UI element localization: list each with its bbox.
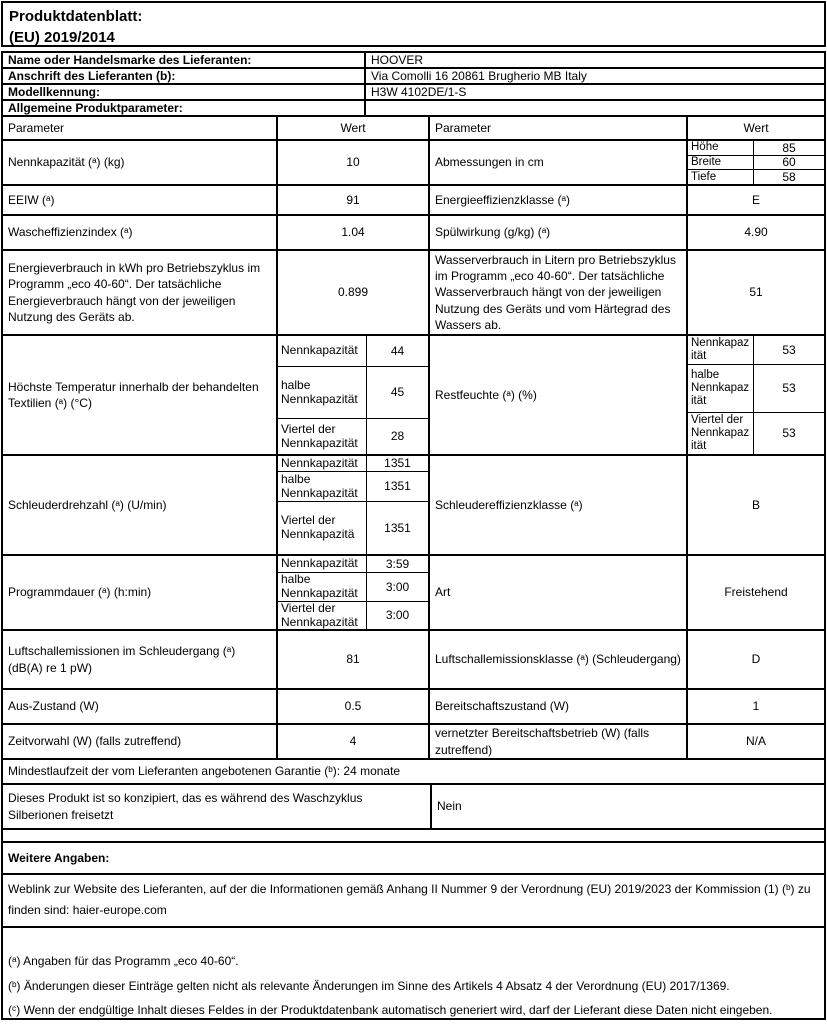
duration-label: Programmdauer (ᵃ) (h:min) (8, 585, 152, 600)
moisture-quarter-label: Viertel der Nennkapazität (691, 413, 750, 453)
moisture-rated-value: 53 (753, 336, 824, 364)
max-temp-subtable (276, 336, 428, 454)
datasheet-table (1, 51, 826, 1020)
moisture-subtable (686, 336, 824, 454)
noise-row (3, 631, 824, 690)
off-mode-value: 0.5 (276, 690, 428, 723)
eeiw-row (3, 186, 824, 216)
dimension-width-label: Breite (691, 155, 722, 168)
spin-class-label: Schleudereffizienzklasse (ᵃ) (428, 456, 686, 554)
capacity-value: 10 (276, 141, 428, 184)
off-mode-label: Aus-Zustand (W) (8, 699, 99, 714)
duration-half-value: 3:00 (366, 573, 428, 601)
spin-rated-row (278, 456, 428, 472)
supplier-name-value: HOOVER (364, 53, 824, 67)
spacer-row (3, 830, 824, 843)
noise-class-value: D (686, 631, 824, 688)
moisture-rated-row (688, 336, 824, 365)
capacity-dimensions-row (3, 141, 824, 186)
header-parameter-left: Parameter (8, 120, 65, 135)
duration-rated-row (278, 556, 428, 573)
water-consumption-value: 51 (686, 251, 824, 334)
duration-half-label: halbe Nennkapazität (281, 573, 358, 600)
capacity-label: Nennkapazität (ᵃ) (kg) (8, 155, 125, 170)
moisture-half-value: 53 (753, 365, 824, 412)
energy-class-value: E (686, 186, 824, 214)
more-info-heading: Weitere Angaben: (8, 850, 110, 865)
networked-standby-label: vernetzter Bereitschaftsbetrieb (W) (falls zutreffend) (428, 725, 686, 758)
off-mode-row (3, 690, 824, 725)
spin-class-value: B (686, 456, 824, 554)
document-title-line1: Produktdatenblatt: (9, 8, 143, 25)
type-label: Art (428, 556, 686, 629)
dimension-height-row (688, 141, 824, 156)
spin-half-value: 1351 (366, 472, 428, 501)
general-parameters-label: Allgemeine Produktparameter: (8, 101, 183, 115)
water-consumption-label: Wasserverbrauch in Litern pro Betriebszyklus im Programm „eco 40-60“. Der tatsächliche Wasserverbrauch hängt von der jeweiligen Nutzung des Geräts und vom Härtegrad des Wassers ab. (428, 251, 686, 334)
temperature-moisture-row (3, 336, 824, 456)
spin-quarter-label: Viertel der Nennkapazitä (281, 513, 355, 541)
max-temp-quarter-value: 28 (366, 419, 428, 454)
warranty-row (3, 760, 824, 785)
general-parameters-row (3, 101, 824, 117)
moisture-quarter-value: 53 (753, 413, 824, 454)
spin-rated-value: 1351 (366, 456, 428, 471)
wash-index-row (3, 216, 824, 251)
dimensions-label: Abmessungen in cm (428, 141, 686, 184)
delay-start-value: 4 (276, 725, 428, 758)
duration-row (3, 556, 824, 631)
warranty-text: Mindestlaufzeit der vom Lieferanten angebotenen Garantie (ᵇ): 24 monate (8, 764, 401, 779)
max-temp-rated-value: 44 (366, 336, 428, 366)
eeiw-value: 91 (276, 186, 428, 214)
dimension-depth-row (688, 170, 824, 184)
dimension-height-label: Höhe (691, 141, 719, 154)
header-wert-left: Wert (276, 117, 428, 139)
supplier-name-label: Name oder Handelsmarke des Lieferanten: (8, 53, 252, 67)
duration-rated-value: 3:59 (366, 556, 428, 572)
networked-standby-value: N/A (686, 725, 824, 758)
duration-quarter-label: Viertel der Nennkapazität (281, 602, 358, 629)
footnote-a: (ᵃ) Angaben für das Programm „eco 40-60“. (8, 954, 239, 968)
dimensions-subtable (686, 141, 824, 184)
supplier-address-value: Via Comolli 16 20861 Brugherio MB Italy (364, 69, 824, 83)
spin-row (3, 456, 824, 556)
eeiw-label: EEIW (ᵃ) (8, 192, 55, 207)
header-parameter-right: Parameter (428, 117, 686, 139)
noise-label: Luftschallemissionen im Schleudergang (ᵃ) (dB(A) re 1 pW) (8, 644, 236, 675)
document-title-line2: (EU) 2019/2014 (9, 29, 115, 46)
duration-quarter-row (278, 602, 428, 629)
weblink-text: Weblink zur Website des Lieferanten, auf der die Informationen gemäß Anhang II Nummer 9 der Verordnung (EU) 2019/2023 der Kommission (1) (ᵇ) zu finden sind: haier-europe.com (8, 882, 811, 917)
spin-quarter-row (278, 502, 428, 554)
general-parameters-value (364, 101, 824, 115)
noise-value: 81 (276, 631, 428, 688)
duration-half-row (278, 573, 428, 602)
spin-speed-label: Schleuderdrehzahl (ᵃ) (U/min) (8, 497, 167, 512)
model-id-value: H3W 4102DE/1-S (364, 85, 824, 99)
supplier-name-row (3, 53, 824, 69)
grid-header-row (3, 117, 824, 141)
max-temp-half-label: halbe Nennkapazität (281, 377, 358, 406)
consumption-row (3, 251, 824, 336)
spin-speed-subtable (276, 456, 428, 554)
silver-ions-row (3, 785, 824, 830)
document-title-box (1, 1, 826, 47)
more-info-row (3, 843, 824, 875)
spin-half-label: halbe Nennkapazität (281, 472, 358, 500)
wash-index-value: 1.04 (276, 216, 428, 249)
rinse-label: Spülwirkung (g/kg) (ᵃ) (428, 216, 686, 249)
moisture-label: Restfeuchte (ᵃ) (%) (428, 336, 686, 454)
rinse-value: 4.90 (686, 216, 824, 249)
spin-quarter-value: 1351 (366, 502, 428, 554)
model-id-row (3, 85, 824, 101)
dimension-depth-value: 58 (753, 170, 824, 184)
standby-label: Bereitschaftszustand (W) (428, 690, 686, 723)
moisture-half-row (688, 365, 824, 413)
noise-class-label: Luftschallemissionsklasse (ᵃ) (Schleudergang) (428, 631, 686, 688)
max-temp-rated-label: Nennkapazität (281, 343, 358, 358)
standby-value: 1 (686, 690, 824, 723)
spin-rated-label: Nennkapazität (281, 456, 358, 470)
footnotes-row (3, 928, 824, 1018)
energy-class-label: Energieeffizienzklasse (ᵃ) (428, 186, 686, 214)
moisture-half-label: halbe Nennkapazität (691, 368, 750, 408)
wash-index-label: Wascheffizienzindex (ᵃ) (8, 225, 133, 240)
model-id-label: Modellkennung: (8, 85, 100, 99)
max-temp-quarter-row (278, 419, 428, 454)
delay-start-row (3, 725, 824, 760)
moisture-rated-label: Nennkapazität (691, 336, 750, 362)
dimension-depth-label: Tiefe (691, 170, 717, 183)
supplier-address-row (3, 69, 824, 85)
duration-rated-label: Nennkapazität (281, 556, 358, 571)
supplier-address-label: Anschrift des Lieferanten (b): (8, 69, 176, 83)
max-temp-rated-row (278, 336, 428, 367)
duration-subtable (276, 556, 428, 629)
footnote-c: (ᶜ) Wenn der endgültige Inhalt dieses Feldes in der Produktdatenbank automatisch generiert wird, darf der Lieferant diese Daten nicht eingeben. (8, 1003, 773, 1018)
dimension-width-value: 60 (753, 156, 824, 170)
max-temp-quarter-label: Viertel der Nennkapazität (281, 421, 358, 450)
max-temp-half-value: 45 (366, 367, 428, 418)
silver-ions-label: Dieses Produkt ist so konzipiert, das es während des Waschzyklus Silberionen freisetzt (8, 791, 363, 822)
footnote-b: (ᵇ) Änderungen dieser Einträge gelten nicht als relevante Änderungen im Sinne des Artikels 4 Absatz 4 der Verordnung (EU) 2017/1369. (8, 978, 730, 993)
header-wert-right: Wert (686, 117, 824, 139)
energy-consumption-value: 0.899 (276, 251, 428, 334)
type-value: Freistehend (686, 556, 824, 629)
delay-start-label: Zeitvorwahl (W) (falls zutreffend) (8, 734, 182, 749)
max-temp-half-row (278, 367, 428, 419)
footnotes-block (3, 928, 824, 1018)
energy-consumption-label: Energieverbrauch in kWh pro Betriebszyklus im Programm „eco 40-60“. Der tatsächliche Energieverbrauch hängt von der jeweiligen Nutzung des Geräts ab. (8, 261, 261, 324)
silver-ions-value: Nein (430, 785, 824, 828)
spacer-cell (3, 830, 824, 841)
dimension-height-value: 85 (753, 141, 824, 155)
duration-quarter-value: 3:00 (366, 602, 428, 629)
spin-half-row (278, 472, 428, 502)
dimension-width-row (688, 156, 824, 171)
weblink-row (3, 875, 824, 928)
max-temp-label: Höchste Temperatur innerhalb der behandelten Textilien (ᵃ) (°C) (8, 379, 259, 410)
moisture-quarter-row (688, 413, 824, 454)
